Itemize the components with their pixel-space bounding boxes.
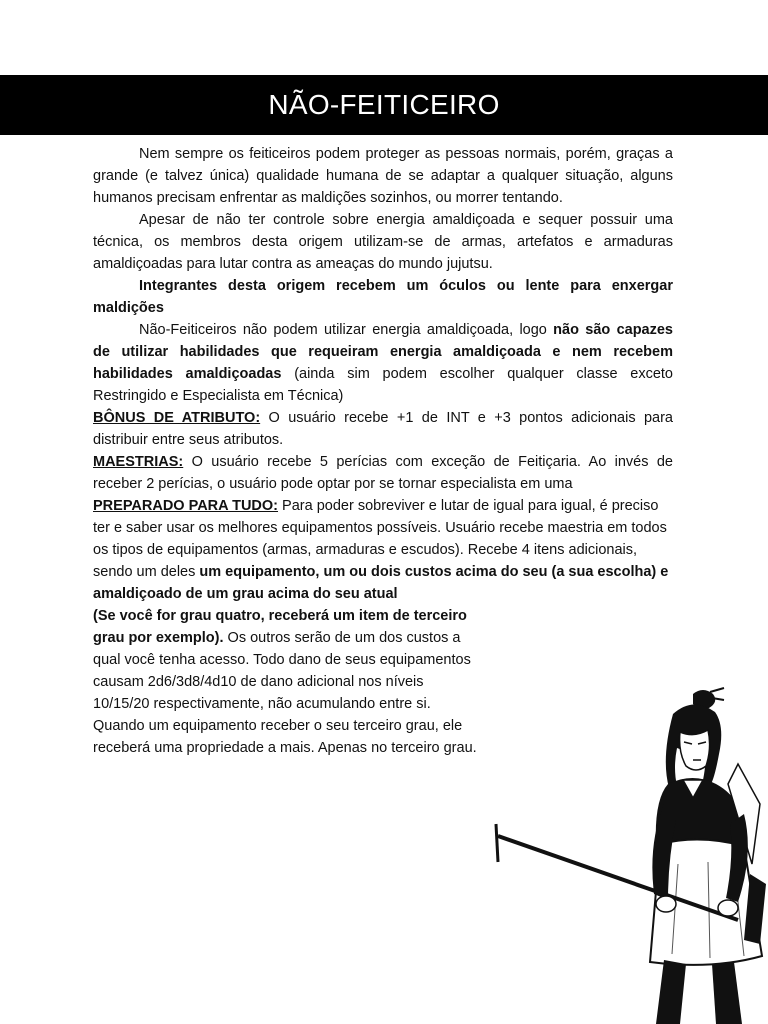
bonus-paragraph [93, 407, 673, 451]
intro-4-text-a: Não-Feiticeiros não podem utilizar energia amaldiçoada, logo [139, 322, 554, 338]
page-title-bar [0, 75, 768, 135]
preparado-bold-b: (Se você for grau quatro, receberá um item de terceiro grau por exemplo). [93, 608, 467, 646]
maestrias-paragraph [93, 451, 673, 495]
maestrias-label: MAESTRIAS: [93, 454, 184, 470]
preparado-text-b: Os outros serão de um dos custos a qual você tenha acesso. Todo dano de seus equipamentos causam 2d6/3d8/4d10 de dano adicional nos níveis 10/15/20 respectivamente, não acumulando entre si. Quando um equipamento receber o seu terceiro grau, ele receberá uma propriedade a mais. Apenas no terceiro grau. [93, 630, 477, 756]
preparado-paragraph [93, 495, 673, 605]
character-illustration [488, 684, 768, 1024]
intro-paragraph-2: Apesar de não ter controle sobre energia amaldiçoada e sequer possuir uma técnica, os membros desta origem utilizam-se de armas, artefatos e armaduras amaldiçoadas para lutar contra as ameaças do mundo jujutsu. [93, 212, 673, 272]
intro-paragraph-4 [93, 319, 673, 407]
preparado-bold-a: um equipamento, um ou dois custos acima do seu (a sua escolha) e amaldiçoado de um grau acima do seu atual [93, 564, 669, 602]
preparado-text-a: Para poder sobreviver e lutar de igual para igual, é preciso ter e saber usar os melhores equipamentos possíveis. Usuário recebe maestria em todos os tipos de equipamentos (armas, armaduras e escudos). Recebe 4 itens adicionais, sendo um deles [93, 498, 667, 580]
document-body [93, 143, 673, 759]
intro-4-text-b: (ainda sim podem escolher qualquer classe exceto Restringido e Especialista em Técnica) [93, 366, 673, 404]
page-title: NÃO-FEITICEIRO [268, 89, 500, 120]
face [680, 730, 710, 770]
bonus-text: O usuário recebe +1 de INT e +3 pontos adicionais para distribuir entre seus atributos. [93, 410, 673, 448]
maestrias-text: O usuário recebe 5 perícias com exceção de Feitiçaria. Ao invés de receber 2 perícias, o usuário pode optar por se tornar especialista em uma [93, 454, 673, 492]
intro-paragraph-3: Integrantes desta origem recebem um óculos ou lente para enxergar maldições [93, 278, 673, 316]
preparado-paragraph-cont [93, 605, 483, 759]
bonus-label: BÔNUS DE ATRIBUTO: [93, 410, 261, 426]
intro-4-bold: não são capazes de utilizar habilidades que requeiram energia amaldiçoada e nem recebem habilidades amaldiçoadas [93, 322, 673, 382]
intro-paragraph-1: Nem sempre os feiticeiros podem proteger as pessoas normais, porém, graças a grande (e talvez única) qualidade humana de se adaptar a qualquer situação, alguns humanos precisam enfrentar as maldições sozinhos, ou morrer tentando. [93, 146, 673, 206]
preparado-label: PREPARADO PARA TUDO: [93, 498, 279, 514]
